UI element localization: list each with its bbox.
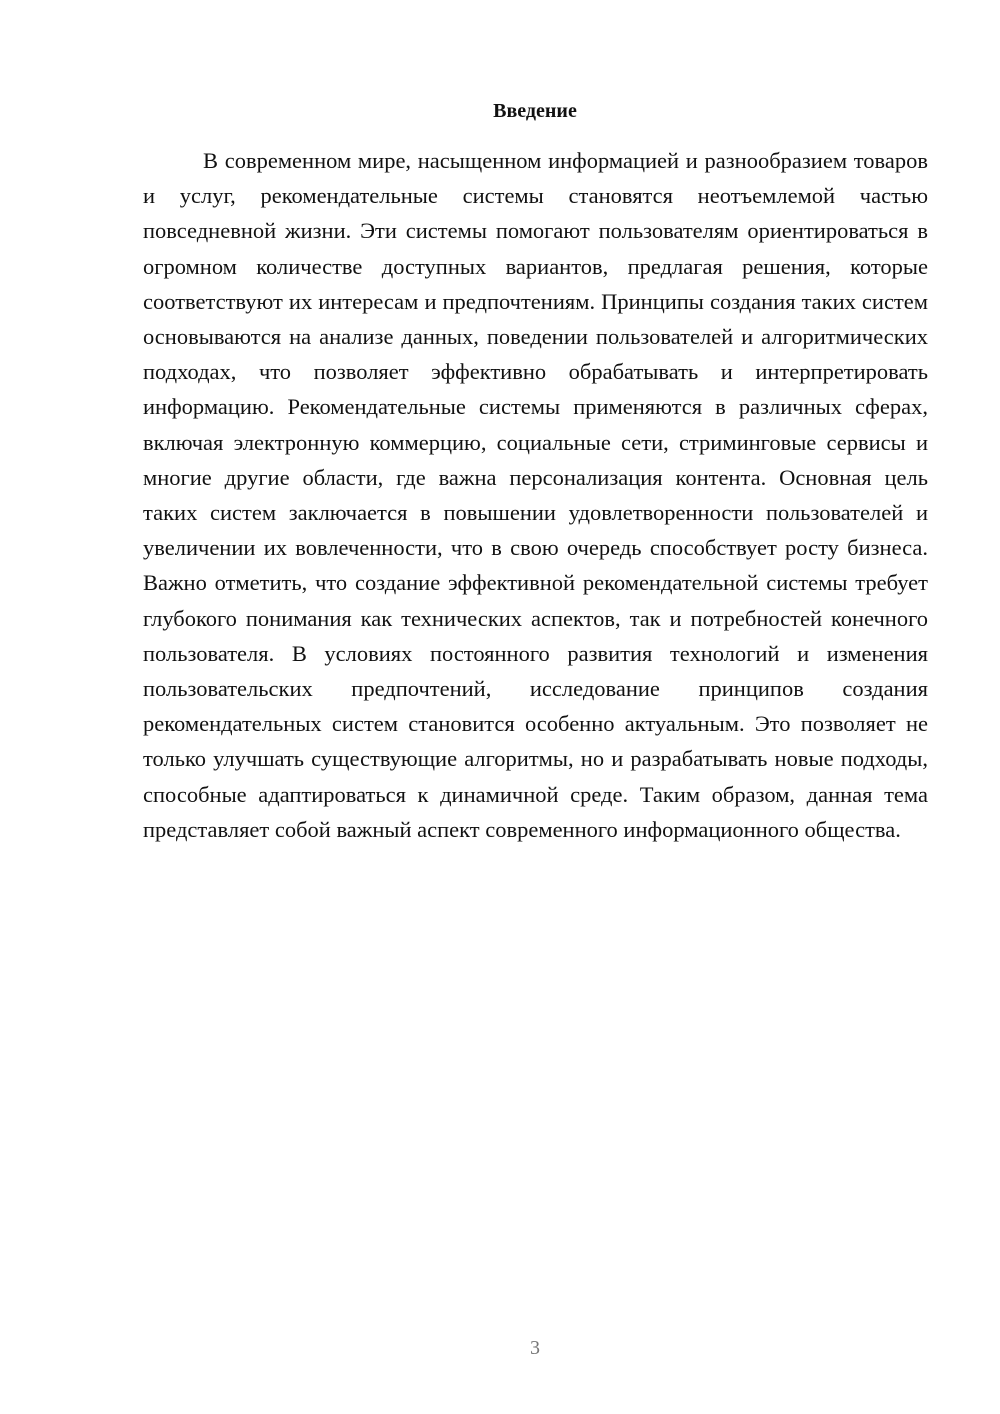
body-paragraph: В современном мире, насыщенном информацией и разнообразием товаров и услуг, рекомендательные системы становятся неотъемлемой частью повседневной жизни. Эти системы помогают пользователям ориентироваться в огромном количестве доступных вариантов, предлагая решения, которые соответствуют их интересам и предпочтениям. Принципы создания таких систем основываются на анализе данных, поведении пользователей и алгоритмических подходах, что позволяет эффективно обрабатывать и интерпретировать информацию. Рекомендательные системы применяются в различных сферах, включая электронную коммерцию, социальные сети, стриминговые сервисы и многие другие области, где важна персонализация контента. Основная цель таких систем заключается в повышении удовлетворенности пользователей и увеличении их вовлеченности, что в свою очередь способствует росту бизнеса. Важно отметить, что создание эффективной рекомендательной системы требует глубокого понимания как технических аспектов, так и потребностей конечного пользователя. В условиях постоянного развития технологий и изменения пользовательских предпочтений, исследование принципов создания рекомендательных систем становится особенно актуальным. Это позволяет не только улучшать существующие алгоритмы, но и разрабатывать новые подходы, способные адаптироваться к динамичной среде. Таким образом, данная тема представляет собой важный аспект современного информационного общества. — [143, 148, 928, 842]
section-title: Введение — [493, 100, 577, 122]
page-number: 3 — [530, 1337, 540, 1359]
